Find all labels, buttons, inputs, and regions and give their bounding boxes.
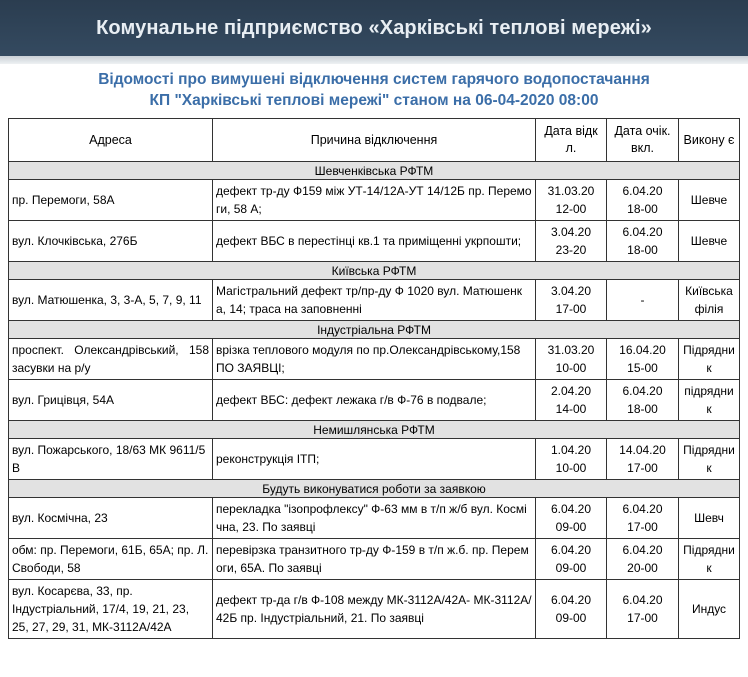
table-row — [9, 498, 740, 539]
cell-reason: Магістральний дефект тр/пр-ду Ф 1020 вул. Матюшенка, 14; траса на заповненні — [213, 280, 536, 321]
cell-reason: реконструкція ІТП; — [213, 439, 536, 480]
on-time: 17-00 — [627, 611, 658, 625]
off-date: 6.04.20 — [550, 593, 592, 607]
table-header-row — [9, 119, 740, 162]
on-date: 6.04.20 — [622, 384, 663, 398]
cell-date-on — [607, 380, 679, 421]
cell-address: вул. Грицівця, 54А — [9, 380, 213, 421]
subtitle-line-2: КП "Харківські теплові мережі" станом на 06-04-2020 08:00 — [149, 92, 599, 109]
off-date: 31.03.20 — [547, 343, 595, 357]
off-time: 17-00 — [555, 302, 587, 316]
column-header-reason: Причина відключення — [213, 119, 536, 162]
cell-reason: перекладка "ізопрофлексу" Ф-63 мм в т/п ж/б вул. Космічна, 23. По заявці — [213, 498, 536, 539]
cell-date-off — [536, 221, 607, 262]
cell-executor: Підрядник — [679, 439, 740, 480]
off-date: 31.03.20 — [547, 184, 595, 198]
group-title: Київська РФТМ — [9, 262, 740, 280]
table-row — [9, 580, 740, 639]
table-row — [9, 221, 740, 262]
cell-executor: Шевче — [679, 180, 740, 221]
subtitle-line-1: Відомості про вимушені відключення систем гарячого водопостачання — [98, 71, 650, 88]
cell-address: вул. Косарєва, 33, пр. Індустріальний, 17/4, 19, 21, 23, 25, 27, 29, 31, МК-3112А/42А — [9, 580, 213, 639]
cell-date-on — [607, 339, 679, 380]
cell-reason: дефект тр-да г/в Ф-108 между МК-3112А/42А- МК-3112А/42Б пр. Індустріальний, 21. По заявці — [213, 580, 536, 639]
off-date: 3.04.20 — [550, 284, 592, 298]
cell-date-off — [536, 380, 607, 421]
table-row — [9, 280, 740, 321]
cell-reason: врізка теплового модуля по пр.Олександрівському,158 ПО ЗАЯВЦІ; — [213, 339, 536, 380]
group-row — [9, 162, 740, 180]
on-time: 18-00 — [627, 202, 658, 216]
cell-address: вул. Космічна, 23 — [9, 498, 213, 539]
on-date: 6.04.20 — [622, 593, 663, 607]
table-row — [9, 180, 740, 221]
cell-executor: Шевче — [679, 221, 740, 262]
cell-executor: Підрядник — [679, 339, 740, 380]
off-date: 6.04.20 — [550, 502, 592, 516]
on-time: 18-00 — [627, 243, 658, 257]
off-time: 09-00 — [555, 611, 587, 625]
cell-executor: Шевч — [679, 498, 740, 539]
cell-date-on — [607, 180, 679, 221]
cell-date-off — [536, 498, 607, 539]
cell-date-on — [607, 539, 679, 580]
cell-address: пр. Перемоги, 58А — [9, 180, 213, 221]
group-row — [9, 480, 740, 498]
off-time: 12-00 — [555, 202, 587, 216]
group-row — [9, 421, 740, 439]
cell-executor: Підрядник — [679, 539, 740, 580]
cell-executor: Индус — [679, 580, 740, 639]
off-date: 3.04.20 — [550, 225, 592, 239]
table-row — [9, 539, 740, 580]
page-header — [0, 0, 748, 56]
cell-address: вул. Клочківська, 276Б — [9, 221, 213, 262]
off-time: 10-00 — [555, 461, 587, 475]
cell-date-on — [607, 280, 679, 321]
header-divider — [0, 56, 748, 64]
table-row — [9, 339, 740, 380]
cell-date-on — [607, 580, 679, 639]
on-date: - — [640, 293, 645, 307]
off-time: 09-00 — [555, 561, 587, 575]
group-title: Індустріальна РФТМ — [9, 321, 740, 339]
cell-date-off — [536, 439, 607, 480]
group-title: Будуть виконуватися роботи за заявкою — [9, 480, 740, 498]
cell-date-off — [536, 580, 607, 639]
on-time: 17-00 — [627, 520, 658, 534]
cell-address: проспект. Олександрівський, 158 засувки на р/у — [9, 339, 213, 380]
on-date: 14.04.20 — [619, 443, 666, 457]
cell-date-on — [607, 439, 679, 480]
on-time: 18-00 — [627, 402, 658, 416]
cell-reason: дефект ВБС в перестінці кв.1 та приміщенні укрпошти; — [213, 221, 536, 262]
cell-date-off — [536, 339, 607, 380]
on-date: 6.04.20 — [622, 502, 663, 516]
group-row — [9, 321, 740, 339]
on-date: 6.04.20 — [622, 225, 663, 239]
cell-executor: підрядник — [679, 380, 740, 421]
off-time: 14-00 — [555, 402, 587, 416]
column-header-date-on: Дата очік. вкл. — [607, 119, 679, 162]
cell-address: вул. Пожарського, 18/63 МК 9611/5В — [9, 439, 213, 480]
group-title: Немишлянська РФТМ — [9, 421, 740, 439]
on-date: 6.04.20 — [622, 543, 663, 557]
cell-date-on — [607, 221, 679, 262]
off-date: 6.04.20 — [550, 543, 592, 557]
off-time: 09-00 — [555, 520, 587, 534]
group-row — [9, 262, 740, 280]
column-header-address: Адреса — [9, 119, 213, 162]
cell-date-off — [536, 280, 607, 321]
on-time: 20-00 — [627, 561, 658, 575]
off-time: 10-00 — [555, 361, 587, 375]
off-date: 2.04.20 — [550, 384, 592, 398]
column-header-executor: Викону є — [679, 119, 740, 162]
cell-date-off — [536, 539, 607, 580]
outages-table — [8, 118, 740, 639]
on-time: 17-00 — [627, 461, 658, 475]
off-time: 23-20 — [555, 243, 587, 257]
table-row — [9, 439, 740, 480]
on-date: 16.04.20 — [619, 343, 666, 357]
off-date: 1.04.20 — [550, 443, 592, 457]
group-title: Шевченківська РФТМ — [9, 162, 740, 180]
table-row — [9, 380, 740, 421]
page-title: Комунальне підприємство «Харківські теплові мережі» — [96, 16, 652, 39]
cell-reason: перевірзка транзитного тр-ду Ф-159 в т/п ж.б. пр. Перемоги, 65А. По заявці — [213, 539, 536, 580]
cell-executor: Київська філія — [679, 280, 740, 321]
cell-date-off — [536, 180, 607, 221]
on-date: 6.04.20 — [622, 184, 663, 198]
report-subtitle — [0, 69, 748, 111]
cell-address: обм: пр. Перемоги, 61Б, 65А; пр. Л. Свободи, 58 — [9, 539, 213, 580]
cell-address: вул. Матюшенка, 3, 3-А, 5, 7, 9, 11 — [9, 280, 213, 321]
cell-reason: дефект ВБС: дефект лежака г/в Ф-76 в подвале; — [213, 380, 536, 421]
on-time: 15-00 — [627, 361, 658, 375]
column-header-date-off: Дата відк л. — [536, 119, 607, 162]
cell-date-on — [607, 498, 679, 539]
cell-reason: дефект тр-ду Ф159 між УТ-14/12А-УТ 14/12Б пр. Перемоги, 58 А; — [213, 180, 536, 221]
